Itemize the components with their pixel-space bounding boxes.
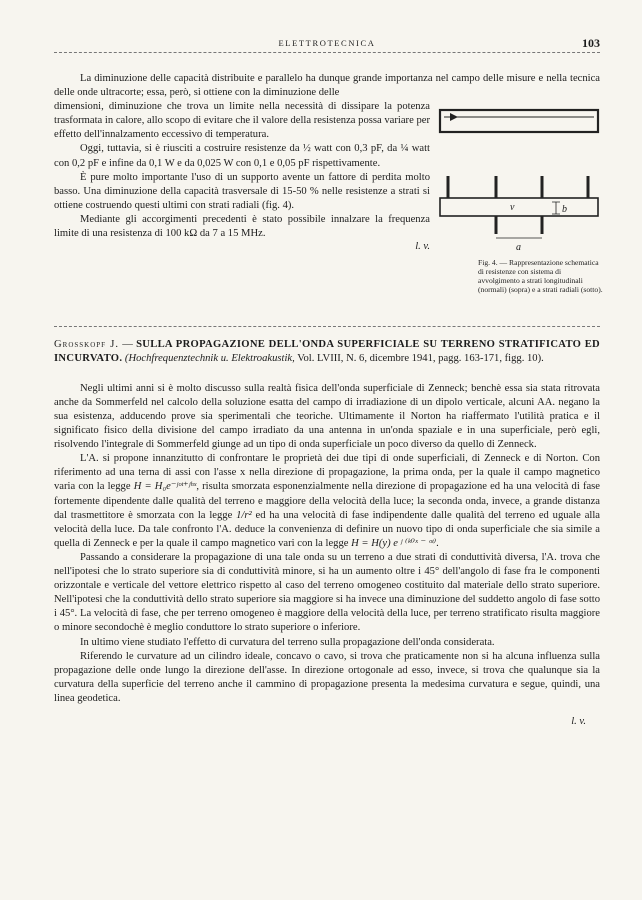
page-number: 103 xyxy=(582,36,600,50)
dimension-b-line xyxy=(552,202,560,214)
comparison-text-b: , risulta smorzata esponenzialmente nella direzione di propagazione ed ha una velocità di fase fortemente dipendente dalle qualità del terreno e maggiore della velocità della luce; la seconda onda, invece, a grande distanza dal trasmettitore è smorzata con la legge xyxy=(54,481,600,521)
paragraph-intro: Negli ultimi anni si è molto discusso sulla realtà fisica dell'onda superficiale di Zenneck; benchè essa sia stata ritrovata anche da Sommerfeld nel calcolo della soluzione esatta del campo di irradiazione di un dipolo verticale, alcuni AA. negano la sua esistenza, adducendo prove sia sperimentali che teoriche. Ultimamente il Norton ha riaffermato l'utilità pratica e il significato fisico della divisione del campo irradiato da una antenna in un'onda spaziale e in una superficiale, però egli, risolvendo l'integrale di Sommerfeld giunge ad un tipo di onda superficiale un poco diverso da quello di Zenneck. xyxy=(54,382,600,451)
paragraph-comparison xyxy=(54,452,600,551)
section-divider xyxy=(54,326,600,327)
longitudinal-arrow xyxy=(450,113,458,121)
paragraph-1-continued: dimensioni, diminuzione che trova un limite nella necessità di dissipare la potenza trasformata in calore, allo scopo di evitare che il valore della resistenza possa variare per effetto dell'innalzamento eccessivo di temperatura. xyxy=(54,101,430,141)
section-surface-wave xyxy=(54,338,600,727)
page-header xyxy=(54,36,600,56)
label-a: a xyxy=(516,242,521,253)
label-b: b xyxy=(562,204,567,215)
figure-4-caption: Fig. 4. — Rappresentazione schematica di resistenze con sistema di avvolgimento a strati longitudinali (normali) (sopra) e a strati radiali (sotto). xyxy=(478,258,603,294)
paragraph-stratified: Passando a considerare la propagazione di una tale onda su un terreno a due strati di conduttività diversa, l'A. trova che nell'ipotesi che lo strato superiore sia di conduttività minore, si ha un aumento oltre i 45° dell'angolo di fase fra le componenti orizzontale e verticale del vettore elettrico rispetto al caso del terreno omogeneo costituito dal materiale dello strato superiore. Nell'ipotesi che la conduttività dello strato superiore sia maggiore si ha invece una diminuzione del suddetto angolo di fase sotto i 45°. La velocità di fase, che per terreno omogeneo è maggiore della velocità della luce, per terreno stratificato risulta maggiore o minore secondochè è meglio conduttore lo strato superiore o inferiore. xyxy=(54,551,600,634)
running-title: ELETTROTECNICA xyxy=(278,38,376,48)
paragraph-curvature: In ultimo viene studiato l'effetto di curvatura del terreno sulla propagazione dell'onda considerata. xyxy=(80,636,495,648)
article-author: Grosskopf J. xyxy=(54,339,120,350)
paragraph-4: Mediante gli accorgimenti precedenti è stato possibile innalzare la frequenza limite di una resistenza di 100 kΩ da 7 a 15 MHz. xyxy=(54,213,430,240)
comparison-text-c: ed ha una velocità di fase indipendente dalle qualità del terreno ed uguale alla velocità della luce. Da tale confronto l'A. deduce la convenienza di definire un nuovo tipo di onda superficiale che sia simile a quella di Zenneck e per la quale il campo magnetico vari con la legge xyxy=(54,509,601,549)
comparison-text-d: . xyxy=(436,537,439,549)
paragraph-2: Oggi, tuttavia, si è riusciti a costruire resistenze da ½ watt con 0,3 pF, da ¼ watt con 0,2 pF e infine da 0,1 W e da 0,025 W con 0,1 e 0,05 pF rispettivamente. xyxy=(54,143,430,169)
paragraph-cylinder: Riferendo le curvature ad un cilindro ideale, concavo o cavo, si trova che praticamente non si ha alcuna influenza sulla propagazione delle onde lungo la direzione dell'asse. In direzione ortogonale ad esso, invece, si trova che qualunque sia la curvatura della superficie del terreno anche il cammino di propagazione presenta la medesima curvatura e segue, quindi, una linea geodetica. xyxy=(54,650,600,704)
heading-dash: — xyxy=(119,339,137,350)
formula-norton: 1/r² xyxy=(236,509,252,521)
article-citation: Vol. LVIII, N. 6, dicembre 1941, pagg. 163-171, figg. 10). xyxy=(294,353,544,365)
comparison-text-a: L'A. si propone innanzitutto di confrontare le proprietà dei due tipi di onde superficiali, di Zenneck e di Norton. Con riferimento ad una terna di assi con l'asse x nella direzione di propagazione, la prima onda, per la quale il campo magnetico varia con la legge xyxy=(54,453,600,493)
header-rule xyxy=(54,52,600,53)
radial-resistor-body xyxy=(440,198,598,216)
figure-4 xyxy=(438,104,603,304)
article-journal: (Hochfrequenztechnik u. Elektroakustik, xyxy=(124,353,295,365)
longitudinal-resistor-body xyxy=(440,110,598,132)
paragraph-3: È pure molto importante l'uso di un supporto avente un fattore di perdita molto basso. Una diminuzione della capacità trasversale di 15-50 % nelle resistenze a strati si ottiene costruendo questi ultimi con strati radiali (fig. 4). xyxy=(54,171,430,211)
section2-signature: l. v. xyxy=(571,715,586,727)
formula-new-wave: H = H(y) e ʲ ⁽ᵏ⁰ˣ ⁻ ᵒᵗ⁾ xyxy=(351,537,437,549)
paragraph-1: La diminuzione delle capacità distribuite e parallelo ha dunque grande importanza nel campo delle misure e nella tecnica delle onde ultracorte; essa, però, si ottiene con la diminuzione delle xyxy=(54,73,600,99)
article-heading xyxy=(54,338,600,367)
figure-4-drawing xyxy=(438,104,600,254)
label-v: v xyxy=(510,202,515,213)
article-title: SULLA PROPAGAZIONE DELL'ONDA SUPERFICIALE SU TERRENO STRATIFICATO ED INCURVATO. xyxy=(54,339,601,365)
formula-zenneck: H = H₀e⁻ʲᵒᵗ⁺ʲʰˣ xyxy=(133,481,197,493)
section1-signature: l. v. xyxy=(415,241,430,253)
